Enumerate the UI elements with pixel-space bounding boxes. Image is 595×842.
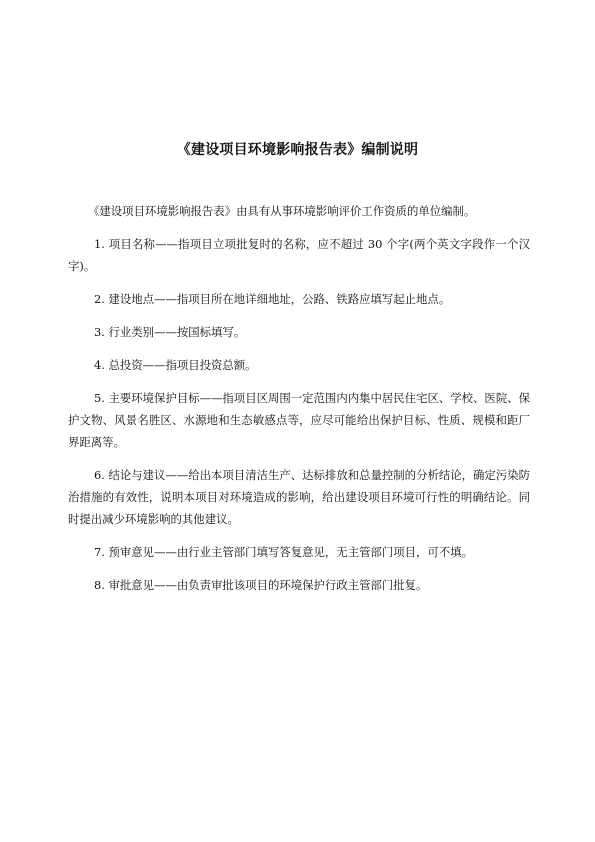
document-body <box>68 200 530 607</box>
item-industry-category: 3. 行业类别——按国标填写。 <box>94 325 246 339</box>
item-preliminary-review: 7. 预审意见——由行业主管部门填写答复意见，无主管部门项目，可不填。 <box>94 545 473 559</box>
item-total-investment: 4. 总投资——指项目投资总额。 <box>94 358 257 372</box>
item-approval-opinion: 8. 审批意见——由负责审批该项目的环境保护行政主管部门批复。 <box>94 578 428 592</box>
document-title: 《建设项目环境影响报告表》编制说明 <box>176 142 419 158</box>
item-conclusions: 6. 结论与建议——给出本项目清洁生产、达标排放和总量控制的分析结论，确定污染防治措施的有效性，说明本项目对环境造成的影响，给出建设项目环境可行性的明确结论。同时提出减少环境影响的其他建议。 <box>68 468 530 526</box>
item-project-name: 1. 项目名称——指项目立项批复时的名称，应不超过 30 个字(两个英文字段作一个汉字)。 <box>68 237 530 273</box>
item-protection-targets: 5. 主要环境保护目标——指项目区周围一定范围内内集中居民住宅区、学校、医院、保护文物、风景名胜区、水源地和生态敏感点等，应尽可能给出保护目标、性质、规模和距厂界距离等。 <box>68 391 530 449</box>
item-construction-location: 2. 建设地点——指项目所在地详细地址，公路、铁路应填写起止地点。 <box>94 292 451 306</box>
intro-paragraph: 《建设项目环境影响报告表》由具有从事环境影响评价工作资质的单位编制。 <box>88 204 476 218</box>
